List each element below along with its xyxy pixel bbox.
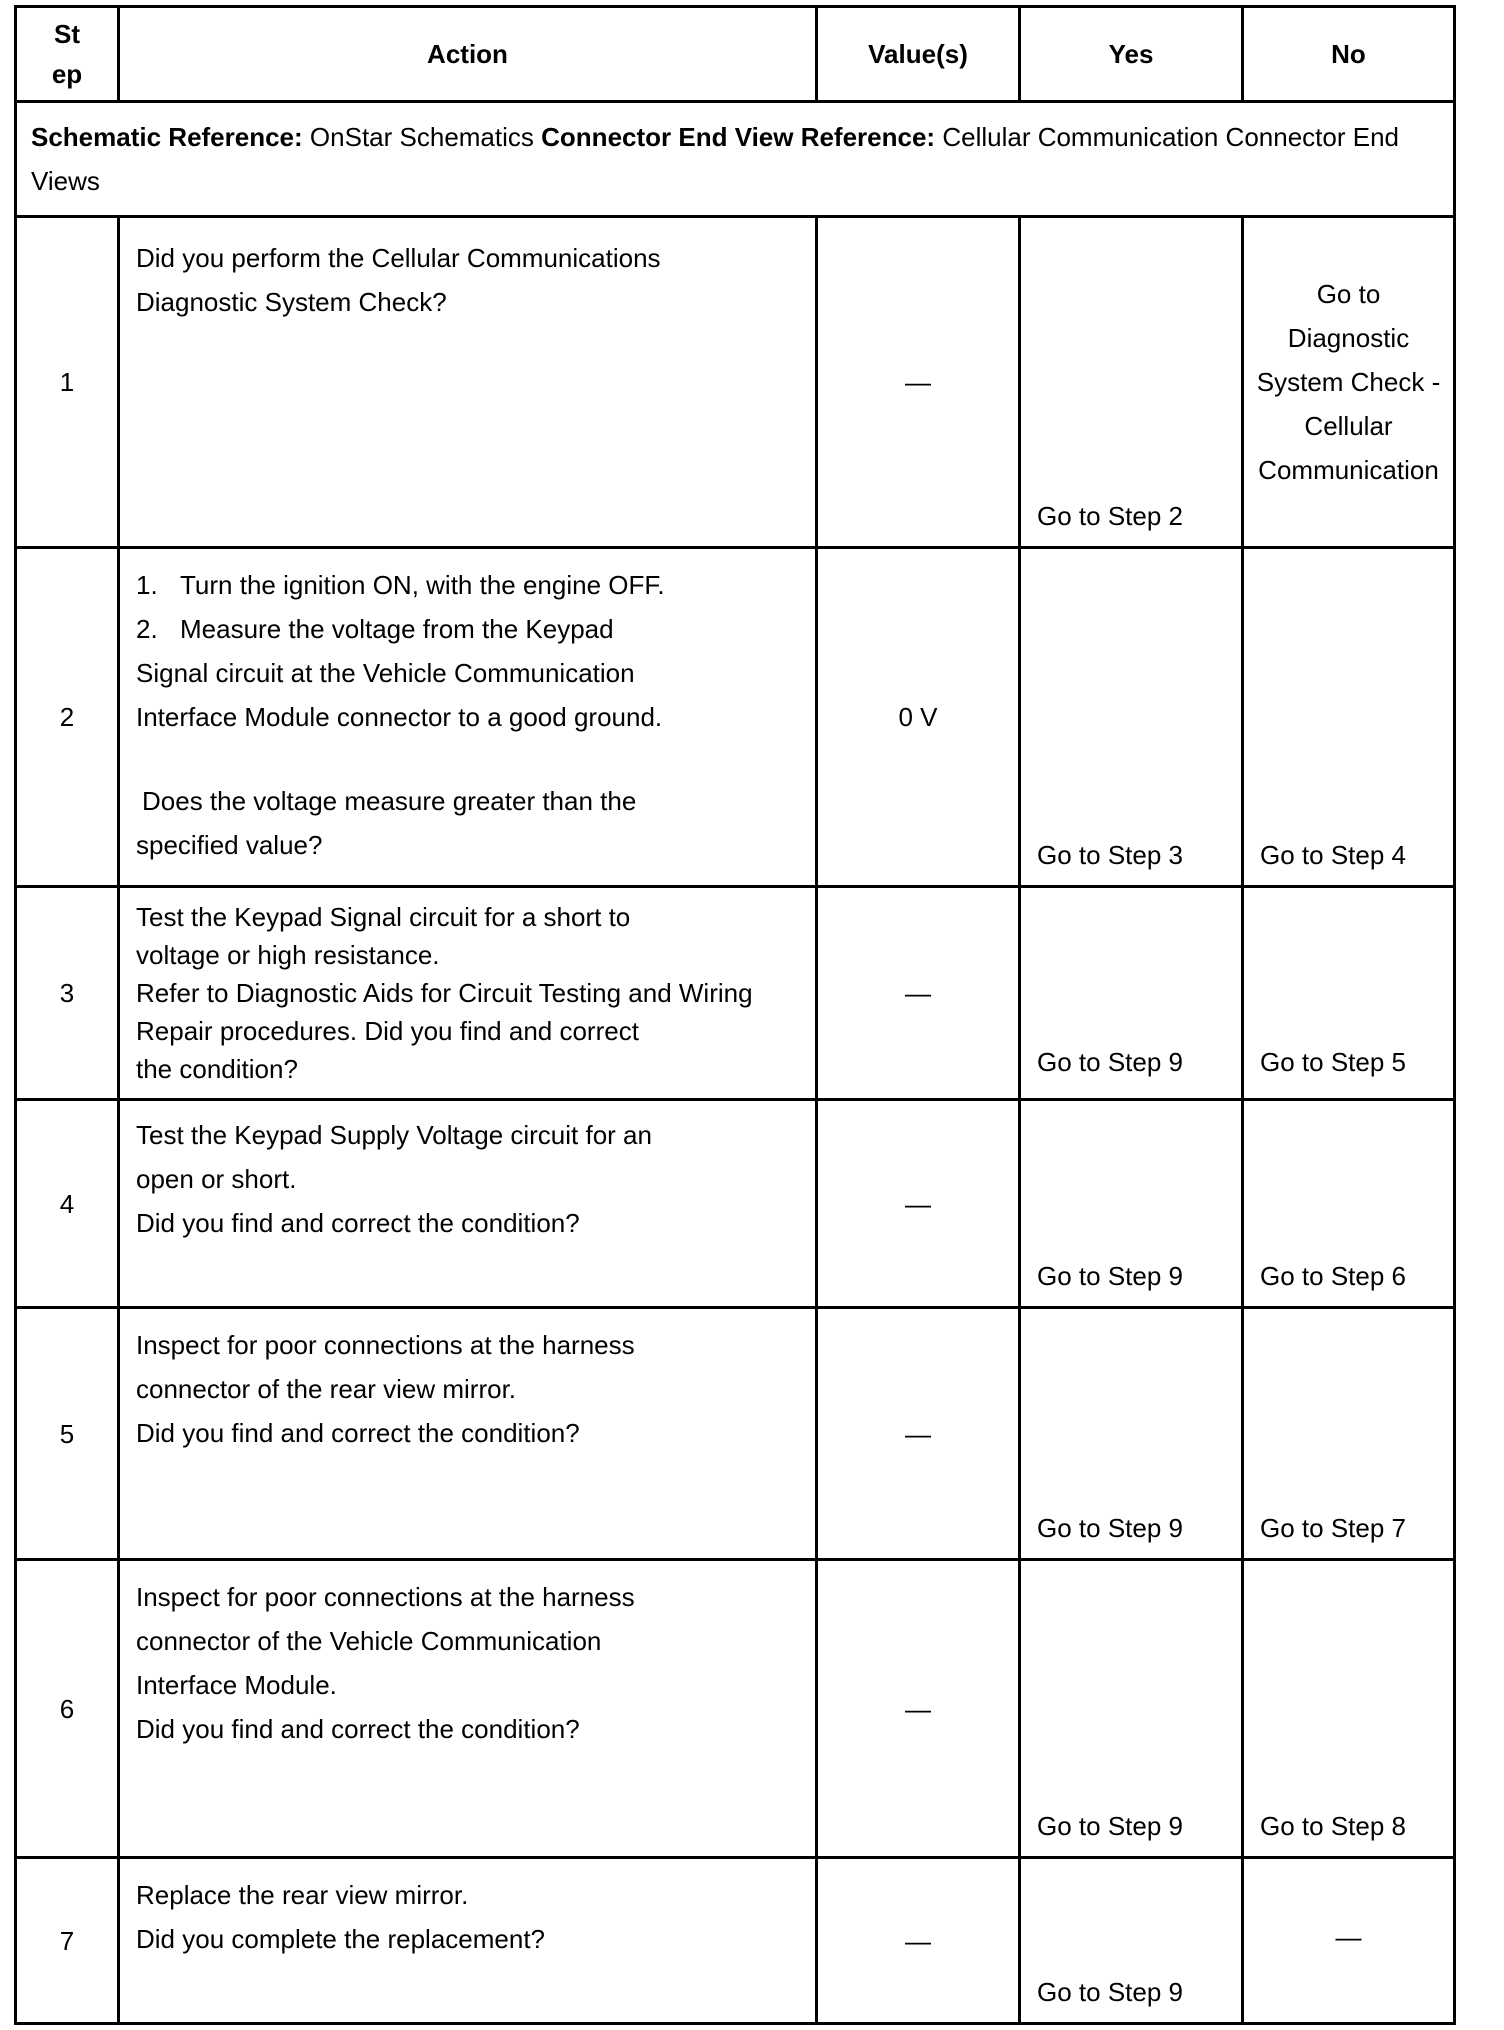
action-cell — [119, 217, 817, 548]
no-cell[interactable]: Go to Step 8 — [1243, 1560, 1455, 1858]
reference-cell — [16, 102, 1455, 217]
action-cell — [119, 1308, 817, 1560]
yes-cell[interactable]: Go to Step 9 — [1020, 887, 1243, 1100]
header-yes: Yes — [1020, 7, 1243, 102]
no-cell[interactable]: Go to Diagnostic System Check - Cellular Communication — [1243, 217, 1455, 548]
action-line: Refer to Diagnostic Aids for Circuit Testing and Wiring — [136, 978, 753, 1008]
action-line: the condition? — [136, 1054, 298, 1084]
action-line: connector of the Vehicle Communication — [136, 1626, 602, 1656]
yes-cell[interactable]: Go to Step 2 — [1020, 217, 1243, 548]
action-line: Test the Keypad Signal circuit for a short to — [136, 902, 631, 932]
action-line: Did you find and correct the condition? — [136, 1418, 580, 1448]
action-list-item — [136, 607, 801, 651]
schematic-reference-value[interactable]: OnStar Schematics — [309, 122, 534, 152]
action-line: Interface Module. — [136, 1670, 337, 1700]
diagnostic-table — [14, 5, 1456, 2025]
action-question: specified value? — [136, 830, 323, 860]
table-row — [16, 1100, 1455, 1308]
action-line: voltage or high resistance. — [136, 940, 440, 970]
action-line: Did you find and correct the condition? — [136, 1714, 580, 1744]
header-row — [16, 7, 1455, 102]
list-item-text: Turn the ignition ON, with the engine OFF. — [180, 570, 665, 600]
action-line: Inspect for poor connections at the harness — [136, 1582, 635, 1612]
action-line: Did you complete the replacement? — [136, 1924, 546, 1954]
value-cell: — — [817, 1308, 1020, 1560]
action-line: connector of the rear view mirror. — [136, 1374, 517, 1404]
step-number: 7 — [16, 1858, 119, 2024]
action-question: Does the voltage measure greater than the — [142, 786, 637, 816]
table-row — [16, 1560, 1455, 1858]
spacer — [136, 739, 801, 779]
value-cell: 0 V — [817, 548, 1020, 887]
yes-cell[interactable]: Go to Step 9 — [1020, 1560, 1243, 1858]
header-action: Action — [119, 7, 817, 102]
action-line: Test the Keypad Supply Voltage circuit for an — [136, 1120, 652, 1150]
step-number: 6 — [16, 1560, 119, 1858]
table-row — [16, 217, 1455, 548]
yes-cell[interactable]: Go to Step 9 — [1020, 1308, 1243, 1560]
action-line: Inspect for poor connections at the harness — [136, 1330, 635, 1360]
list-number: 1. — [136, 570, 158, 600]
action-list-item — [136, 563, 801, 607]
value-cell: — — [817, 217, 1020, 548]
no-cell[interactable]: Go to Step 5 — [1243, 887, 1455, 1100]
action-cell — [119, 1560, 817, 1858]
header-step — [16, 7, 119, 102]
table-row — [16, 1858, 1455, 2024]
no-cell[interactable]: Go to Step 6 — [1243, 1100, 1455, 1308]
value-cell: — — [817, 1100, 1020, 1308]
action-line: Did you perform the Cellular Communications — [136, 243, 661, 273]
action-line: Replace the rear view mirror. — [136, 1880, 469, 1910]
step-number: 5 — [16, 1308, 119, 1560]
header-step-part-2: ep — [51, 59, 83, 89]
no-cell: — — [1243, 1858, 1455, 2024]
table-row — [16, 1308, 1455, 1560]
list-item-text: Measure the voltage from the Keypad — [180, 614, 614, 644]
header-no: No — [1243, 7, 1455, 102]
step-number: 3 — [16, 887, 119, 1100]
connector-reference-value[interactable]: Cellular Communication Connector End Views — [31, 122, 1399, 196]
action-line: Repair procedures. Did you find and correct — [136, 1016, 639, 1046]
yes-cell[interactable]: Go to Step 3 — [1020, 548, 1243, 887]
step-number: 2 — [16, 548, 119, 887]
value-cell: — — [817, 887, 1020, 1100]
no-cell[interactable]: Go to Step 4 — [1243, 548, 1455, 887]
action-line: Interface Module connector to a good ground. — [136, 702, 663, 732]
list-number: 2. — [136, 614, 158, 644]
action-cell — [119, 887, 817, 1100]
step-number: 4 — [16, 1100, 119, 1308]
action-line: Diagnostic System Check? — [136, 287, 447, 317]
yes-cell[interactable]: Go to Step 9 — [1020, 1858, 1243, 2024]
action-line: Did you find and correct the condition? — [136, 1208, 580, 1238]
table-row — [16, 548, 1455, 887]
connector-reference-label: Connector End View Reference: — [541, 122, 936, 152]
action-cell — [119, 1858, 817, 2024]
action-line: Signal circuit at the Vehicle Communication — [136, 658, 635, 688]
value-cell: — — [817, 1858, 1020, 2024]
yes-cell[interactable]: Go to Step 9 — [1020, 1100, 1243, 1308]
step-number: 1 — [16, 217, 119, 548]
header-step-part-1: St — [54, 19, 80, 49]
action-cell — [119, 1100, 817, 1308]
action-line: open or short. — [136, 1164, 297, 1194]
action-cell — [119, 548, 817, 887]
table-row — [16, 887, 1455, 1100]
schematic-reference-label: Schematic Reference: — [31, 122, 303, 152]
reference-row — [16, 102, 1455, 217]
value-cell: — — [817, 1560, 1020, 1858]
header-values: Value(s) — [817, 7, 1020, 102]
no-cell[interactable]: Go to Step 7 — [1243, 1308, 1455, 1560]
